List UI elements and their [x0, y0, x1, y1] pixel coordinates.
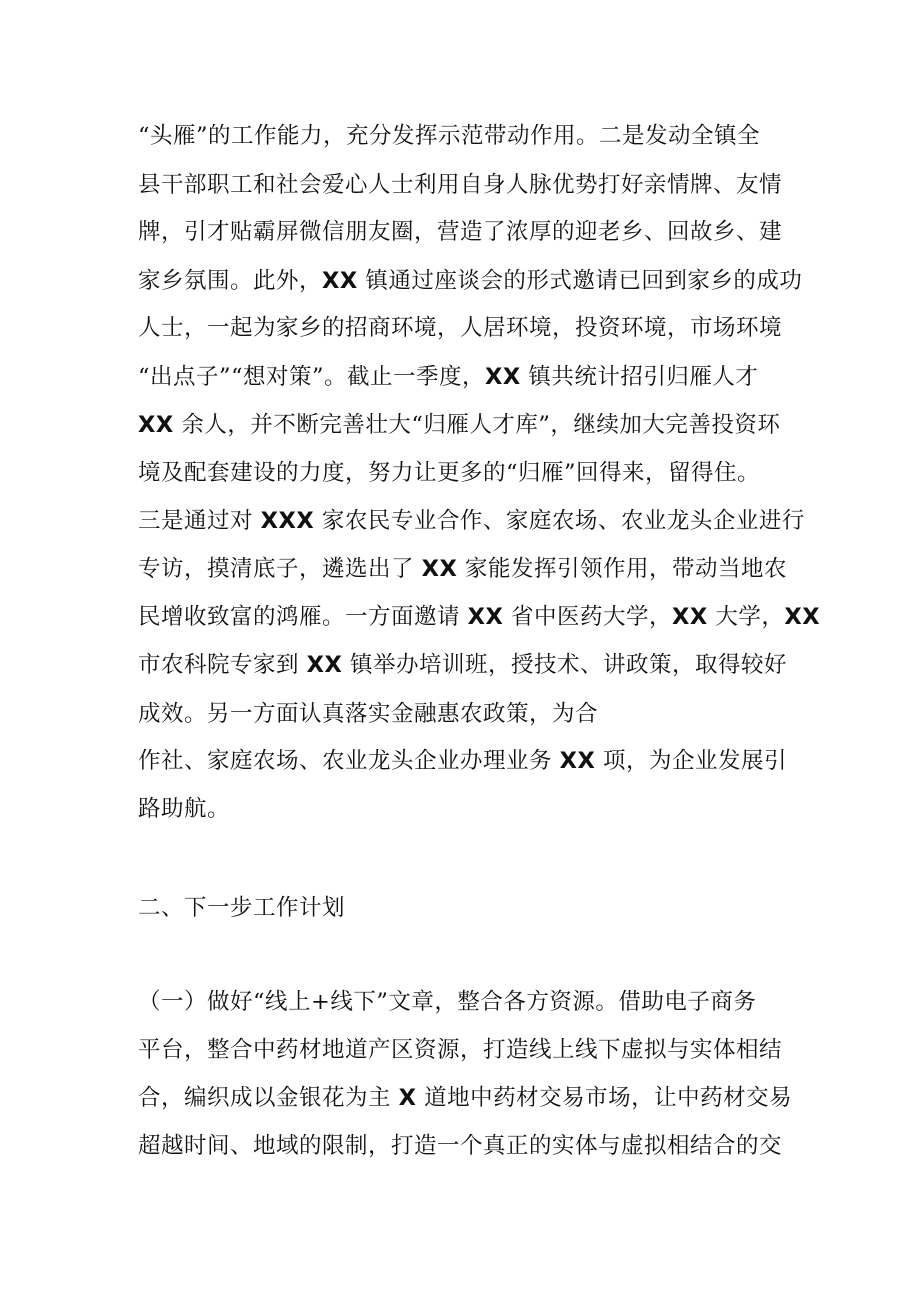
paragraph-line: 牌，引才贴霸屏微信朋友圈，营造了浓厚的迎老乡、回故乡、建: [138, 219, 783, 245]
paragraph-line: 民增收致富的鸿雁。一方面邀请 XX 省中医药大学，XX 大学，XX: [138, 604, 821, 630]
paragraph-line: 合，编织成以金银花为主 X 道地中药材交易市场，让中药材交易: [138, 1085, 793, 1111]
paragraph-line: 平台，整合中药材地道产区资源，打造线上线下虚拟与实体相结: [138, 1037, 783, 1063]
paragraph-line: 家乡氛围。此外，XX 镇通过座谈会的形式邀请已回到家乡的成功: [138, 268, 803, 294]
paragraph-line: 成效。另一方面认真落实金融惠农政策，为合: [138, 701, 599, 727]
paragraph-line: 市农科院专家到 XX 镇举办培训班，授技术、讲政策，取得较好: [138, 652, 788, 678]
paragraph-line: 境及配套建设的力度，努力让更多的“归雁”回得来，留得住。: [138, 460, 761, 486]
paragraph-line: 超越时间、地域的限制，打造一个真正的实体与虚拟相结合的交: [138, 1133, 783, 1159]
paragraph-line: 三是通过对 XXX 家农民专业合作、家庭农场、农业龙头企业进行: [138, 508, 805, 534]
paragraph-line: “出点子”“想对策”。截止一季度，XX 镇共统计招引归雁人才: [138, 364, 759, 390]
paragraph-line: 人士，一起为家乡的招商环境，人居环境，投资环境，市场环境: [138, 315, 783, 341]
section-heading: 二、下一步工作计划: [138, 895, 346, 921]
paragraph-line: 县干部职工和社会爱心人士利用自身人脉优势打好亲情牌、友情: [138, 172, 783, 198]
paragraph-line: 作社、家庭农场、农业龙头企业办理业务 XX 项，为企业发展引: [138, 748, 788, 774]
paragraph-line: 路助航。: [138, 796, 231, 822]
paragraph-line: XX 余人，并不断完善壮大“归雁人才库”，继续加大完善投资环: [138, 412, 781, 438]
paragraph-line: 专访，摸清底子，遴选出了 XX 家能发挥引领作用，带动当地农: [138, 556, 788, 582]
paragraph-line: “头雁”的工作能力，充分发挥示范带动作用。二是发动全镇全: [138, 123, 761, 149]
paragraph-line: （一）做好“线上+线下”文章，整合各方资源。借助电子商务: [138, 989, 757, 1015]
